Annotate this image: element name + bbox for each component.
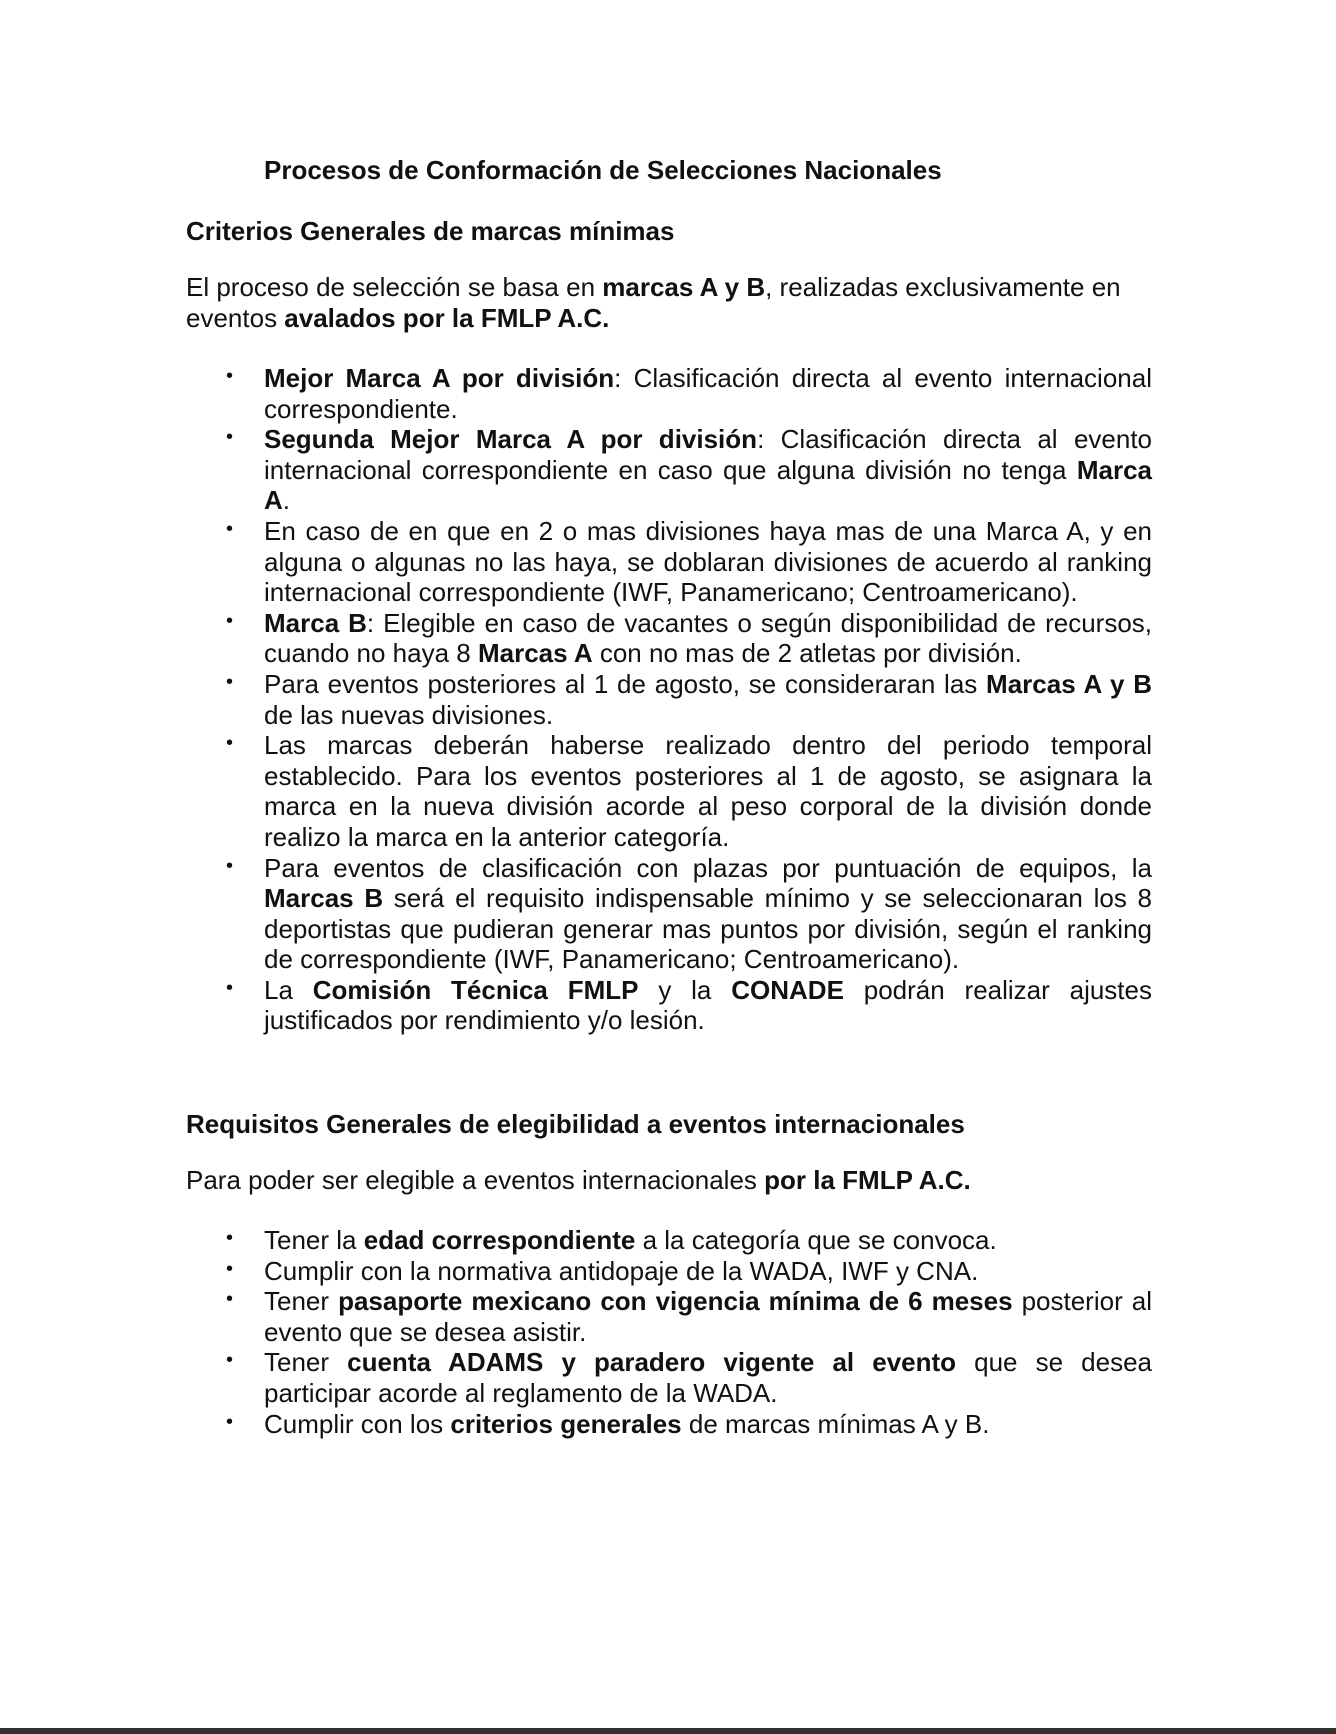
text-run: La — [264, 974, 313, 1005]
bold-text: Marca B — [264, 607, 367, 638]
bold-text: Comisión Técnica FMLP — [312, 974, 639, 1005]
bold-text: criterios generales — [450, 1408, 682, 1439]
bullet-icon: • — [226, 1349, 234, 1372]
text-run: . — [282, 485, 291, 516]
bullet-item — [186, 516, 1152, 608]
text-run: de las nuevas divisiones. — [264, 699, 554, 730]
document-title: Procesos de Conformación de Selecciones Nacionales — [264, 155, 942, 185]
bold-text: edad correspondiente — [363, 1225, 636, 1256]
bullet-icon: • — [226, 976, 234, 999]
bold-text: CONADE — [731, 974, 844, 1005]
text-run: Tener — [264, 1286, 339, 1317]
bullet-item — [186, 1256, 1152, 1287]
bullet-item — [186, 1409, 1152, 1440]
section-intro-requisitos — [186, 1165, 1152, 1196]
bullet-icon: • — [226, 609, 234, 632]
text-run: El proceso de selección se basa en — [186, 272, 603, 302]
section-intro-criterios — [186, 272, 1152, 334]
bullet-item — [186, 1225, 1152, 1256]
bold-text: Mejor Marca A por división — [264, 363, 615, 393]
text-run: Cumplir con los — [264, 1408, 451, 1439]
section-heading-requisitos: Requisitos Generales de elegibilidad a eventos internacionales — [186, 1109, 965, 1140]
text-run: que se desea participar acorde al reglamento de la WADA. — [264, 1347, 1152, 1409]
bullet-icon: • — [226, 1410, 234, 1433]
text-run: Las marcas deberán haberse realizado dentro del periodo temporal establecido. Para los eventos posteriores al 1 de agosto, se asignara la marca en la nueva división acorde al peso corporal de la división donde realizo la marca en la anterior categoría. — [264, 730, 1152, 852]
bullet-item — [186, 1347, 1152, 1408]
bullet-icon: • — [226, 1227, 234, 1250]
bold-text: Marcas A y B — [986, 668, 1153, 699]
bullet-item — [186, 669, 1152, 730]
bullet-item — [186, 853, 1152, 975]
text-run: posterior al evento que se desea asistir. — [264, 1286, 1152, 1347]
bullet-list-criterios — [186, 363, 1152, 1036]
bold-text: Segunda Mejor Marca A por división — [264, 424, 758, 455]
section-heading-criterios: Criterios Generales de marcas mínimas — [186, 216, 675, 246]
document-page — [186, 150, 1152, 1439]
bullet-icon: • — [226, 426, 234, 449]
bold-text: marcas A y B — [602, 272, 766, 302]
text-run: podrán realizar ajustes justificados por rendimiento y/o lesión. — [264, 974, 1152, 1036]
text-run: : Elegible en caso de vacantes o según disponibilidad de recursos, cuando no haya 8 — [264, 607, 1153, 669]
bold-text: por la FMLP A.C. — [764, 1165, 971, 1196]
bullet-icon: • — [226, 517, 234, 540]
bullet-icon: • — [226, 732, 234, 755]
text-run: de marcas mínimas A y B. — [681, 1408, 990, 1439]
bullet-icon: • — [226, 1257, 234, 1280]
bold-text: Marcas B — [264, 883, 384, 914]
bold-text: avalados por la FMLP A.C. — [284, 303, 610, 333]
text-run: : Clasificación directa al evento internacional correspondiente en caso que alguna división no tenga — [264, 424, 1153, 485]
bold-text: pasaporte mexicano con vigencia mínima de 6 meses — [338, 1286, 1013, 1317]
text-run: será el requisito indispensable mínimo y se seleccionaran los 8 deportistas que pudieran generar mas puntos por división, según el ranking de correspondiente (IWF, Panamericano; Centroamericano). — [264, 883, 1152, 975]
text-run: a la categoría que se convoca. — [635, 1225, 997, 1256]
text-run: , realizadas exclusivamente en eventos — [186, 272, 1121, 333]
bullet-item — [186, 730, 1152, 852]
text-run: : Clasificación directa al evento internacional correspondiente. — [264, 363, 1152, 424]
text-run: Tener — [264, 1347, 348, 1378]
bullet-item — [186, 424, 1152, 516]
bullet-list-requisitos — [186, 1225, 1152, 1439]
bullet-item — [186, 363, 1152, 424]
bullet-icon: • — [226, 670, 234, 693]
text-run: Cumplir con la normativa antidopaje de la WADA, IWF y CNA. — [264, 1255, 979, 1286]
text-run: Para poder ser elegible a eventos internacionales — [186, 1165, 765, 1196]
bold-text: Marcas A — [477, 638, 593, 669]
bullet-item — [186, 975, 1152, 1036]
text-run: con no mas de 2 atletas por división. — [592, 638, 1022, 669]
bold-text: cuenta ADAMS y paradero vigente al evento — [347, 1347, 957, 1378]
bullet-icon: • — [226, 1288, 234, 1311]
text-run: Tener la — [264, 1225, 364, 1256]
bullet-item — [186, 608, 1152, 669]
text-run: En caso de en que en 2 o mas divisiones haya mas de una Marca A, y en alguna o algunas no las haya, se doblaran divisiones de acuerdo al ranking internacional correspondiente (IWF, Panamericano; Centroamericano). — [264, 515, 1152, 608]
text-run: y la — [638, 974, 732, 1005]
bottom-border — [0, 1728, 1336, 1734]
text-run: Para eventos posteriores al 1 de agosto, se consideraran las — [264, 668, 987, 699]
bullet-item — [186, 1286, 1152, 1347]
bullet-icon: • — [226, 365, 234, 387]
bullet-icon: • — [226, 854, 234, 877]
text-run: Para eventos de clasificación con plazas por puntuación de equipos, la — [264, 852, 1152, 883]
bold-text: Marca A — [264, 454, 1152, 516]
